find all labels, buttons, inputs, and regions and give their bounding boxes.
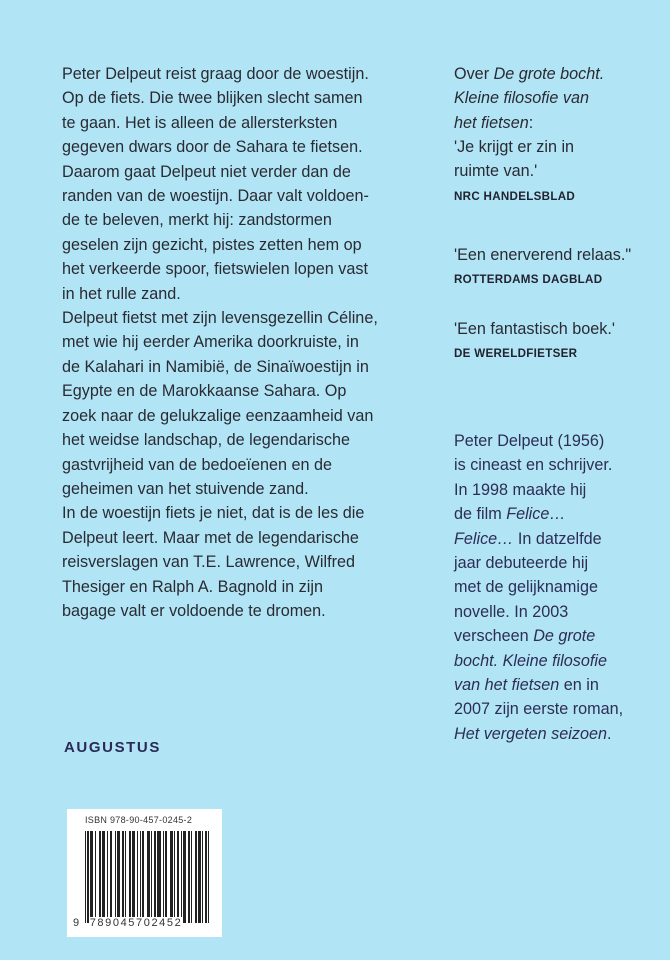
bio-line: novelle. In 2003 xyxy=(454,602,569,621)
bio-text: verscheen xyxy=(454,627,534,646)
book-title-italic: bocht. Kleine filosofie xyxy=(454,651,607,670)
author-bio xyxy=(454,429,623,746)
blurb-line: in het rulle zand. xyxy=(62,284,181,303)
blurb-text xyxy=(62,62,442,623)
blurb-line: Egypte en de Marokkaanse Sahara. Op xyxy=(62,382,347,401)
bio-line xyxy=(454,624,623,648)
bio-line: In 1998 maakte hij xyxy=(454,480,587,499)
reviews-intro xyxy=(454,62,604,135)
isbn-barcode xyxy=(67,809,222,937)
blurb-line: Thesiger en Ralph A. Bagnold in zijn xyxy=(62,577,323,596)
bio-line xyxy=(454,673,623,697)
blurb-line: de te beleven, merkt hij: zandstormen xyxy=(62,211,332,230)
blurb-line: zoek naar de gelukzalige eenzaamheid van xyxy=(62,406,374,425)
bio-line xyxy=(454,502,623,526)
bio-text: In datzelfde xyxy=(513,529,602,548)
book-title-italic: De grote xyxy=(533,627,596,646)
bio-line xyxy=(454,527,623,551)
bio-line: Peter Delpeut (1956) xyxy=(454,432,605,450)
blurb-line: Delpeut leert. Maar met de legendarische xyxy=(62,528,359,547)
review-wereldfietser xyxy=(454,317,615,365)
review-source: NRC HANDELSBLAD xyxy=(454,189,576,203)
blurb-line: randen van de woestijn. Daar valt voldoen- xyxy=(62,187,369,206)
bio-text: . xyxy=(606,724,612,743)
barcode-bars xyxy=(85,831,211,923)
bio-text: en in xyxy=(559,676,599,695)
review-quote: ruimte van.' xyxy=(454,162,538,181)
review-source: DE WERELDFIETSER xyxy=(454,347,578,361)
blurb-line: geselen zijn gezicht, pistes zetten hem op xyxy=(62,235,362,254)
film-title-italic: Felice… xyxy=(506,505,566,524)
barcode-first-digit: 9 xyxy=(73,917,81,929)
bio-line xyxy=(454,722,623,746)
blurb-line: te gaan. Het is alleen de allersterksten xyxy=(62,113,338,132)
blurb-line: Op de fiets. Die twee blijken slecht samen xyxy=(62,89,363,108)
review-quote: 'Je krijgt er zin in xyxy=(454,138,575,156)
bio-line xyxy=(454,649,623,673)
bio-line: jaar debuteerde hij xyxy=(454,554,589,573)
blurb-line: gastvrijheid van de bedoeïenen en de xyxy=(62,455,333,474)
bio-line: is cineast en schrijver. xyxy=(454,456,613,475)
blurb-line: bagage valt er voldoende te dromen. xyxy=(62,601,326,620)
blurb-line: In de woestijn fiets je niet, dat is de les die xyxy=(62,504,365,523)
review-quote: 'Een enerverend relaas." xyxy=(454,246,632,264)
novel-title-italic: Het vergeten seizoen xyxy=(454,724,607,743)
bio-text: de film xyxy=(454,505,507,524)
barcode-number: 789045702452 xyxy=(89,917,183,929)
bio-line: met de gelijknamige xyxy=(454,578,598,597)
blurb-line: Delpeut fietst met zijn levensgezellin Céline, xyxy=(62,309,378,328)
bio-line: 2007 zijn eerste roman, xyxy=(454,700,624,719)
blurb-line: het verkeerde spoor, fietswielen lopen vast xyxy=(62,260,368,279)
isbn-label: ISBN 978-90-457-0245-2 xyxy=(85,815,193,825)
book-title-italic: De grote bocht. xyxy=(493,65,605,83)
blurb-line: Peter Delpeut reist graag door de woestijn. xyxy=(62,65,369,83)
blurb-line: reisverslagen van T.E. Lawrence, Wilfred xyxy=(62,553,356,572)
review-nrc xyxy=(454,135,575,208)
blurb-line: geheimen van het stuivende zand. xyxy=(62,479,309,498)
review-rotterdams-dagblad xyxy=(454,243,631,291)
book-title-italic: van het fietsen xyxy=(454,676,560,695)
review-quote: 'Een fantastisch boek.' xyxy=(454,320,615,338)
blurb-line: het weidse landschap, de legendarische xyxy=(62,431,350,450)
intro-suffix: : xyxy=(528,113,534,132)
publisher-logo: AUGUSTUS xyxy=(64,739,161,756)
film-title-italic: Felice… xyxy=(454,529,514,548)
intro-prefix: Over xyxy=(454,65,494,83)
barcode-digits xyxy=(73,917,183,929)
review-source: ROTTERDAMS DAGBLAD xyxy=(454,273,603,287)
book-title-italic: het fietsen xyxy=(454,113,529,132)
book-title-italic: Kleine filosofie van xyxy=(454,89,589,108)
blurb-line: Daarom gaat Delpeut niet verder dan de xyxy=(62,162,351,181)
blurb-line: de Kalahari in Namibië, de Sinaïwoestijn in xyxy=(62,357,369,376)
blurb-line: met wie hij eerder Amerika doorkruiste, in xyxy=(62,333,359,352)
blurb-line: gegeven dwars door de Sahara te fietsen. xyxy=(62,138,363,157)
